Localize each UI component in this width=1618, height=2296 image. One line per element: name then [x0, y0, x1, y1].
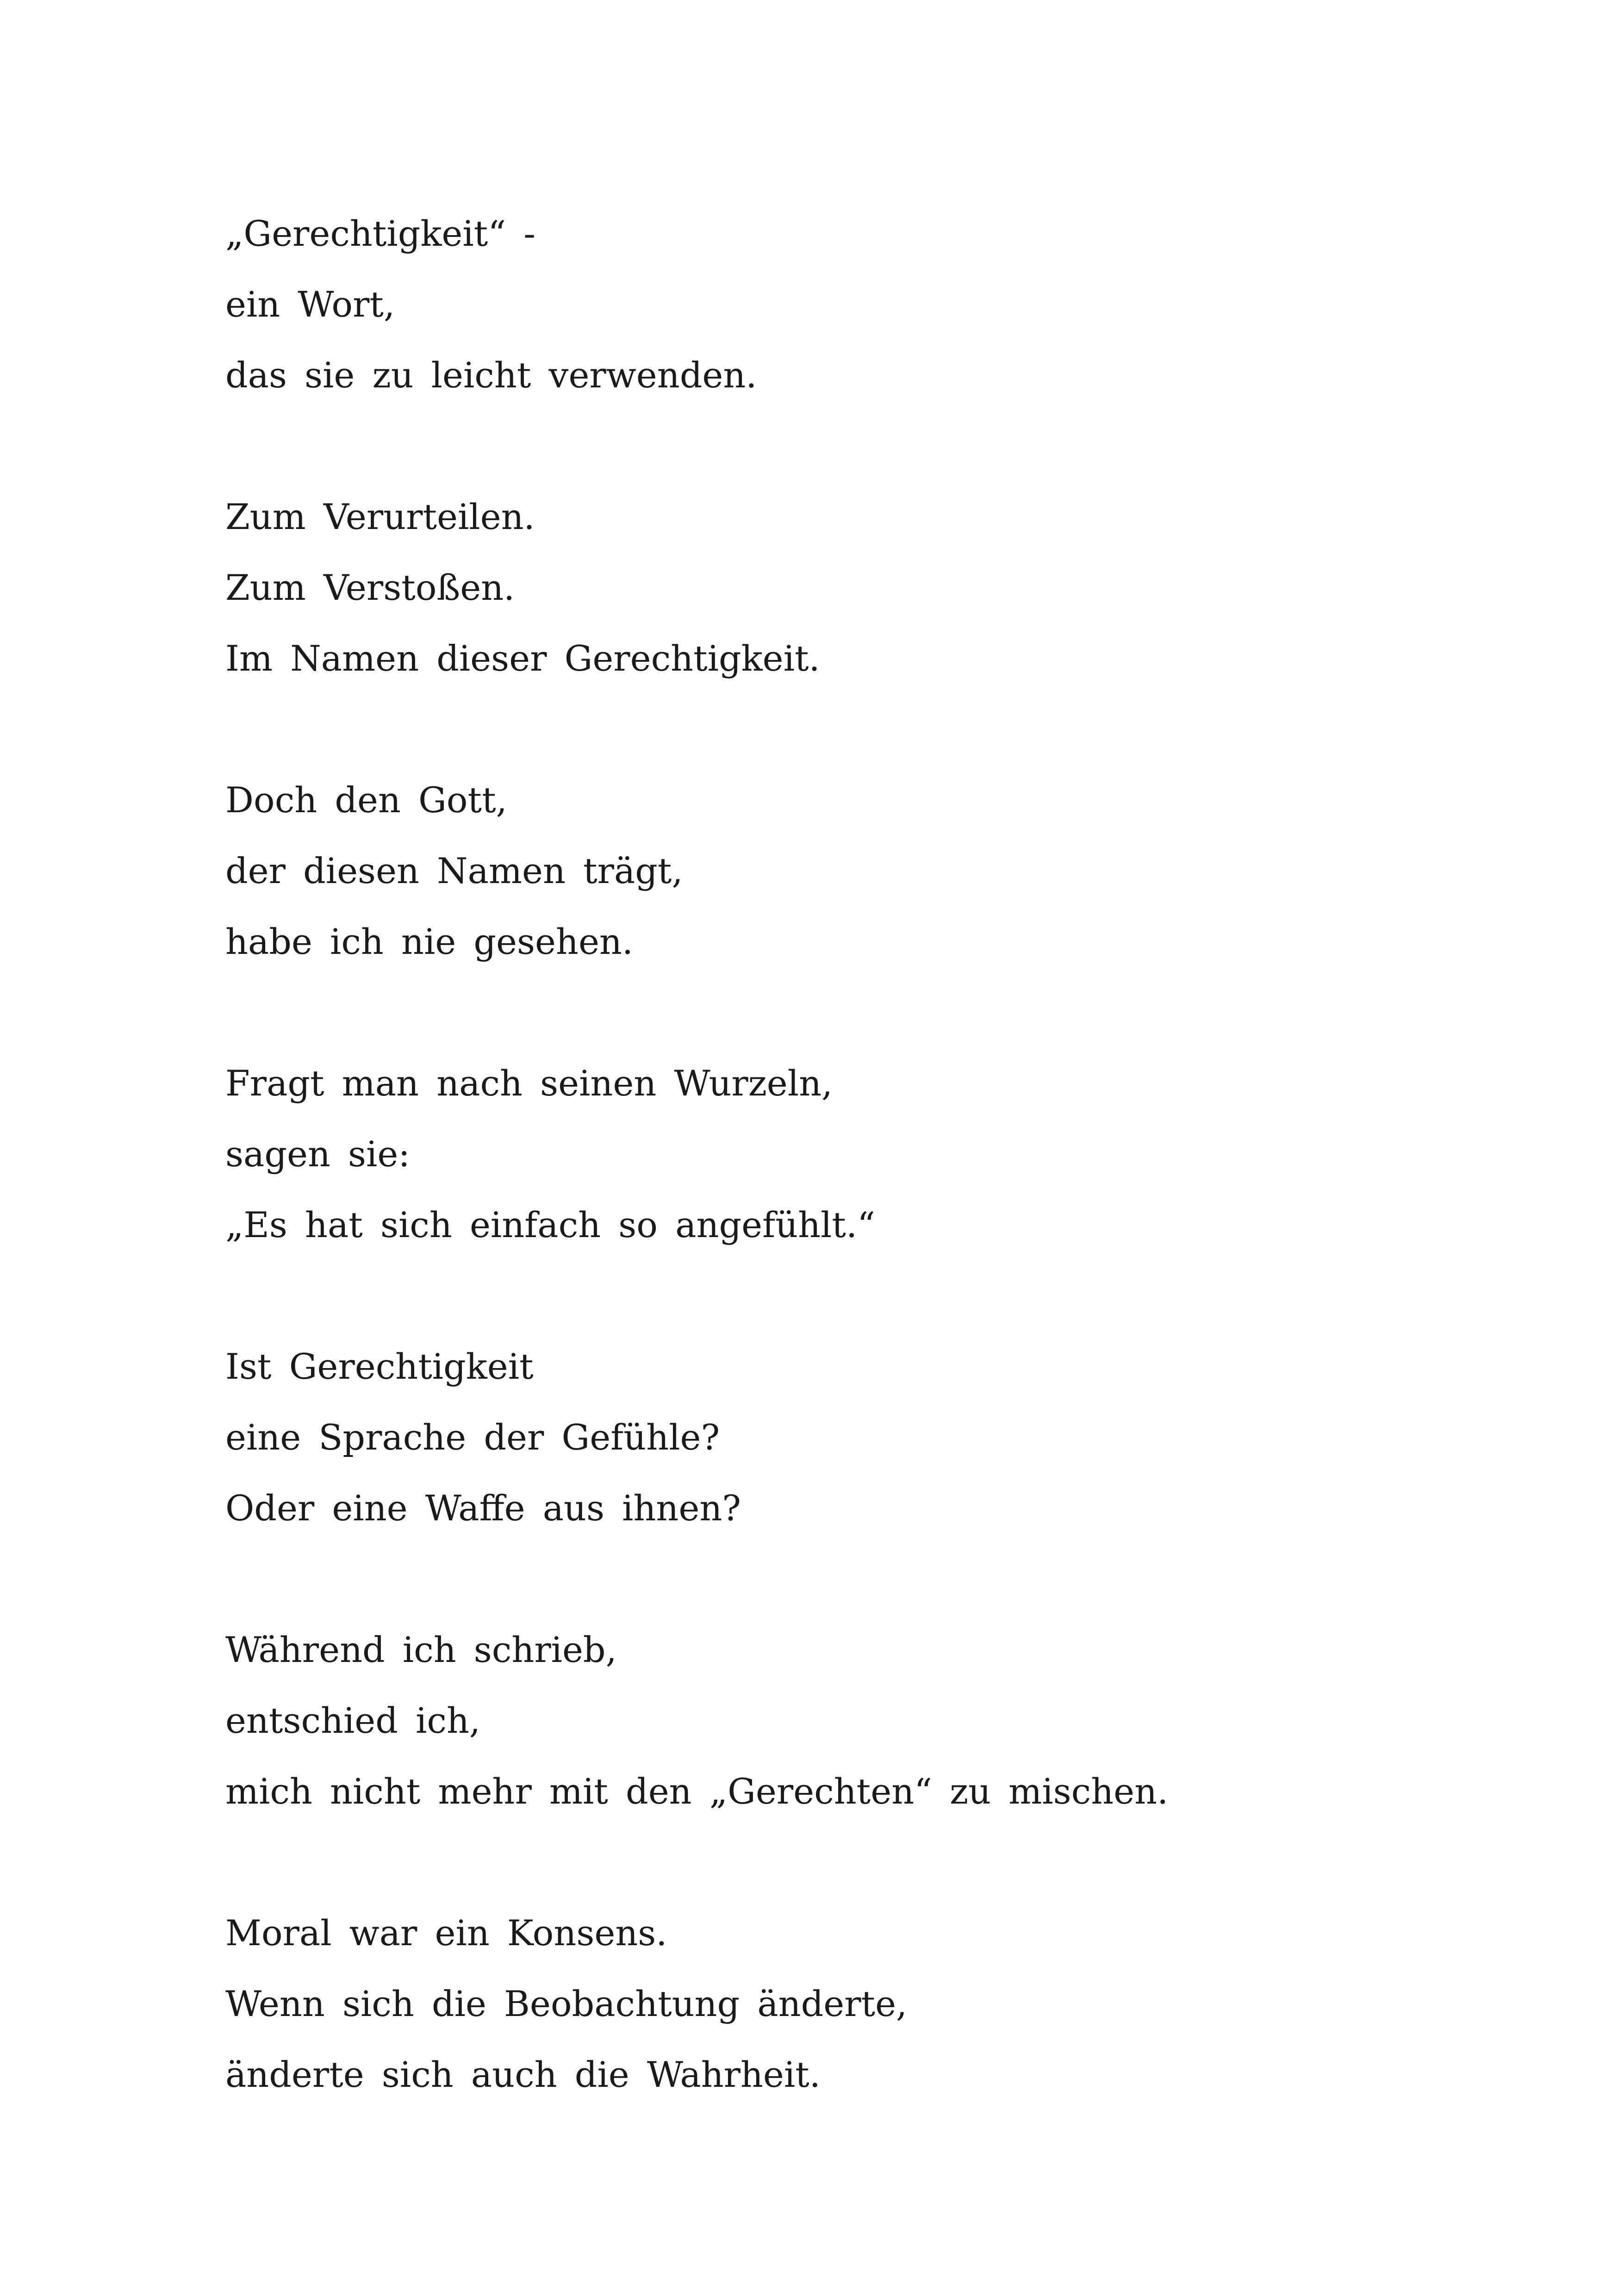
poem-line: Im Namen dieser Gerechtigkeit. [225, 638, 820, 679]
poem-line: Doch den Gott, [225, 779, 507, 821]
stanza-1 [225, 198, 1521, 411]
stanza-4 [225, 1048, 1521, 1260]
poem-line: Fragt man nach seinen Wurzeln, [225, 1063, 833, 1104]
poem-line: Zum Verurteilen. [225, 496, 535, 537]
poem-line: entschied ich, [225, 1700, 481, 1741]
poem-line: Ist Gerechtigkeit [225, 1346, 534, 1387]
stanza-3 [225, 765, 1521, 977]
poem-line: „Gerechtigkeit“ - [225, 213, 535, 254]
poem-line: der diesen Namen trägt, [225, 850, 683, 891]
stanza-2 [225, 481, 1521, 694]
poem-line: „Es hat sich einfach so angefühlt.“ [225, 1204, 875, 1245]
stanza-5 [225, 1331, 1521, 1543]
poem-line: Oder eine Waffe aus ihnen? [225, 1487, 741, 1529]
poem-line: Während ich schrieb, [225, 1629, 617, 1670]
poem-line: das sie zu leicht verwenden. [225, 355, 757, 396]
poem-line: Wenn sich die Beobachtung änderte, [225, 1983, 908, 2024]
poem-line: sagen sie: [225, 1133, 410, 1175]
poem-line: eine Sprache der Gefühle? [225, 1417, 720, 1458]
poem-text [225, 198, 1521, 2110]
poem-line: habe ich nie gesehen. [225, 921, 634, 962]
poem-line: Zum Verstoßen. [225, 567, 515, 608]
poem-line: mich nicht mehr mit den „Gerechten“ zu mischen. [225, 1771, 1169, 1812]
poem-line: änderte sich auch die Wahrheit. [225, 2054, 821, 2095]
poem-line: Moral war ein Konsens. [225, 1912, 667, 1954]
stanza-6 [225, 1614, 1521, 1827]
stanza-7 [225, 1898, 1521, 2110]
poem-line: ein Wort, [225, 284, 395, 325]
